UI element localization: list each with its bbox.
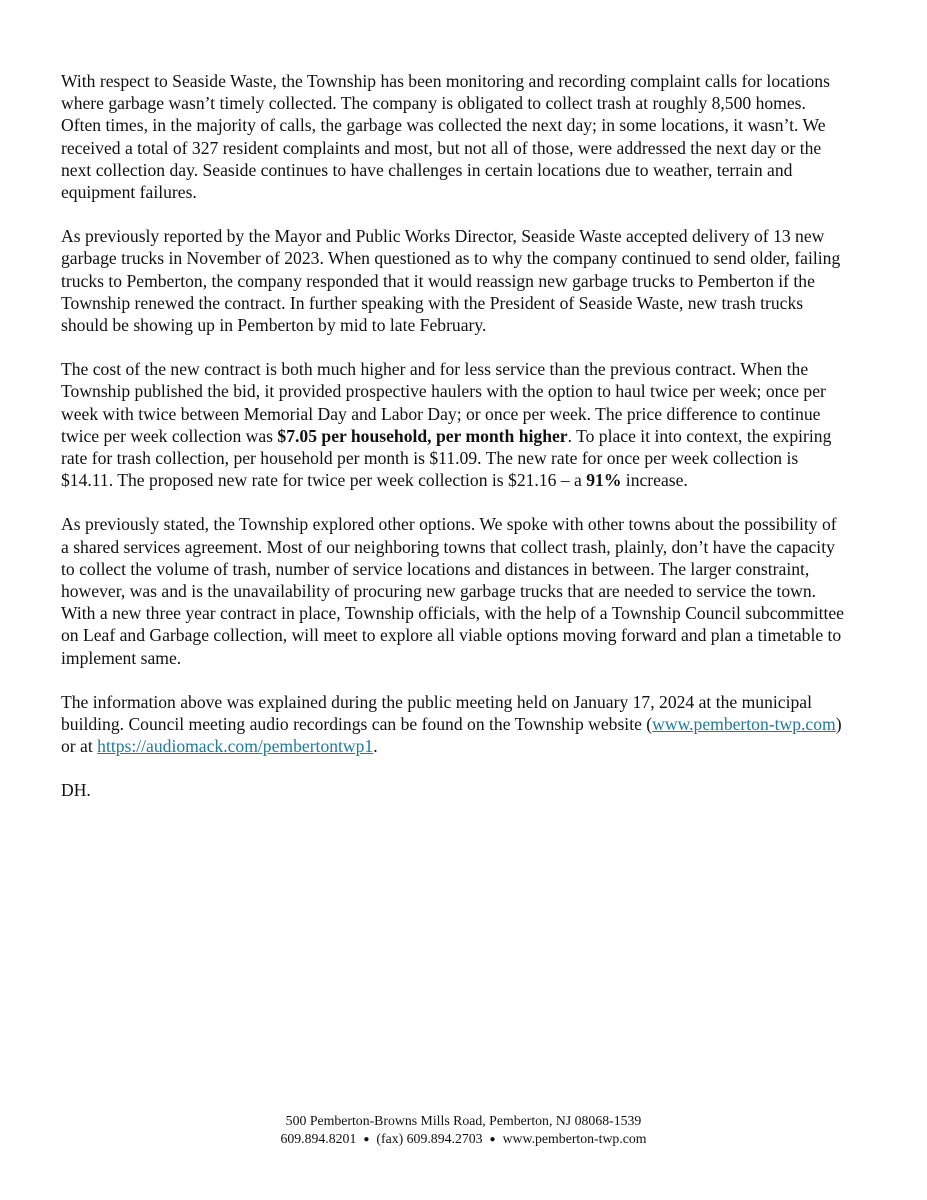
text-line: Often times, in the majority of calls, the garbage was collected the next day; in some locations, it wasn’t. We xyxy=(61,115,826,136)
text-line: where garbage wasn’t timely collected. The company is obligated to collect trash at roughly 8,500 homes. xyxy=(61,93,806,114)
text-line xyxy=(61,469,911,491)
footer-contact xyxy=(0,1130,927,1149)
text-line: implement same. xyxy=(61,647,182,668)
signoff-initials: DH. xyxy=(61,780,91,801)
text-line: should be showing up in Pemberton by mid to late February. xyxy=(61,315,487,336)
text-line: however, was and is the unavailability of procuring new garbage trucks that are needed to service the town. xyxy=(61,581,817,602)
audiomack-link[interactable]: https://audiomack.com/pembertontwp1 xyxy=(97,736,374,757)
paragraph-other-options xyxy=(61,513,911,668)
text-line: trucks to Pemberton, the company responded that it would reassign new garbage trucks to Pemberton if the xyxy=(61,270,815,291)
text-line: week with twice between Memorial Day and Labor Day; or once per week. The price difference to continue xyxy=(61,403,821,424)
text-line xyxy=(61,713,911,735)
text-line: next collection day. Seaside continues to have challenges in certain locations due to weather, terrain and xyxy=(61,159,793,180)
increase-percent-highlight: 91% xyxy=(586,470,622,491)
text-line xyxy=(61,425,911,447)
text-line xyxy=(61,735,911,757)
text-run: increase. xyxy=(621,470,688,491)
text-run: ) xyxy=(835,714,842,735)
footer-phone: 609.894.8201 xyxy=(280,1131,357,1146)
text-line: The cost of the new contract is both much higher and for less service than the previous contract. When the xyxy=(61,359,809,380)
paragraph-contract-cost xyxy=(61,358,911,491)
text-line: As previously reported by the Mayor and Public Works Director, Seaside Waste accepted delivery of 13 new xyxy=(61,226,825,247)
text-run: $14.11. The proposed new rate for twice per week collection is $21.16 – a xyxy=(61,470,587,491)
text-line: Township renewed the contract. In further speaking with the President of Seaside Waste, new trash trucks xyxy=(61,292,804,313)
text-run: building. Council meeting audio recordings can be found on the Township website ( xyxy=(61,714,653,735)
text-line: The information above was explained during the public meeting held on January 17, 2024 at the municipal xyxy=(61,691,812,712)
text-run: twice per week collection was xyxy=(61,425,278,446)
text-run: . xyxy=(373,736,378,757)
bullet-icon: ● xyxy=(363,1133,370,1145)
price-difference-highlight: $7.05 per household, per month higher xyxy=(277,425,568,446)
text-line: As previously stated, the Township explored other options. We spoke with other towns about the possibility of xyxy=(61,514,837,535)
text-line: With a new three year contract in place, Township officials, with the help of a Township Council subcommittee xyxy=(61,603,844,624)
text-run: or at xyxy=(61,736,98,757)
text-line: With respect to Seaside Waste, the Township has been monitoring and recording complaint calls for locations xyxy=(61,71,830,91)
paragraph-seaside-complaints xyxy=(61,70,911,203)
letter-body xyxy=(61,70,911,802)
text-line: received a total of 327 resident complaints and most, but not all of those, were addressed the next day or the xyxy=(61,137,822,158)
text-line: a shared services agreement. Most of our neighboring towns that collect trash, plainly, don’t have the capacity xyxy=(61,536,835,557)
text-run: . To place it into context, the expiring xyxy=(567,425,832,446)
footer-fax: (fax) 609.894.2703 xyxy=(376,1131,483,1146)
township-website-link[interactable]: www.pemberton-twp.com xyxy=(652,714,836,735)
footer-website: www.pemberton-twp.com xyxy=(502,1131,647,1146)
text-line: rate for trash collection, per household per month is $11.09. The new rate for once per week collection is xyxy=(61,448,799,469)
text-line: on Leaf and Garbage collection, will meet to explore all viable options moving forward and plan a timetable to xyxy=(61,625,842,646)
footer-address: 500 Pemberton-Browns Mills Road, Pemberton, NJ 08068-1539 xyxy=(285,1113,642,1128)
text-line: to collect the volume of trash, number of service locations and distances in between. The larger constraint, xyxy=(61,558,810,579)
bullet-icon: ● xyxy=(489,1133,496,1145)
letterhead-footer xyxy=(0,1112,927,1149)
paragraph-public-meeting xyxy=(61,691,911,758)
text-line: equipment failures. xyxy=(61,182,197,203)
paragraph-new-trucks xyxy=(61,225,911,336)
text-line: Township published the bid, it provided prospective haulers with the option to haul twice per week; once per xyxy=(61,381,826,402)
text-line: garbage trucks in November of 2023. When questioned as to why the company continued to send older, failing xyxy=(61,248,841,269)
